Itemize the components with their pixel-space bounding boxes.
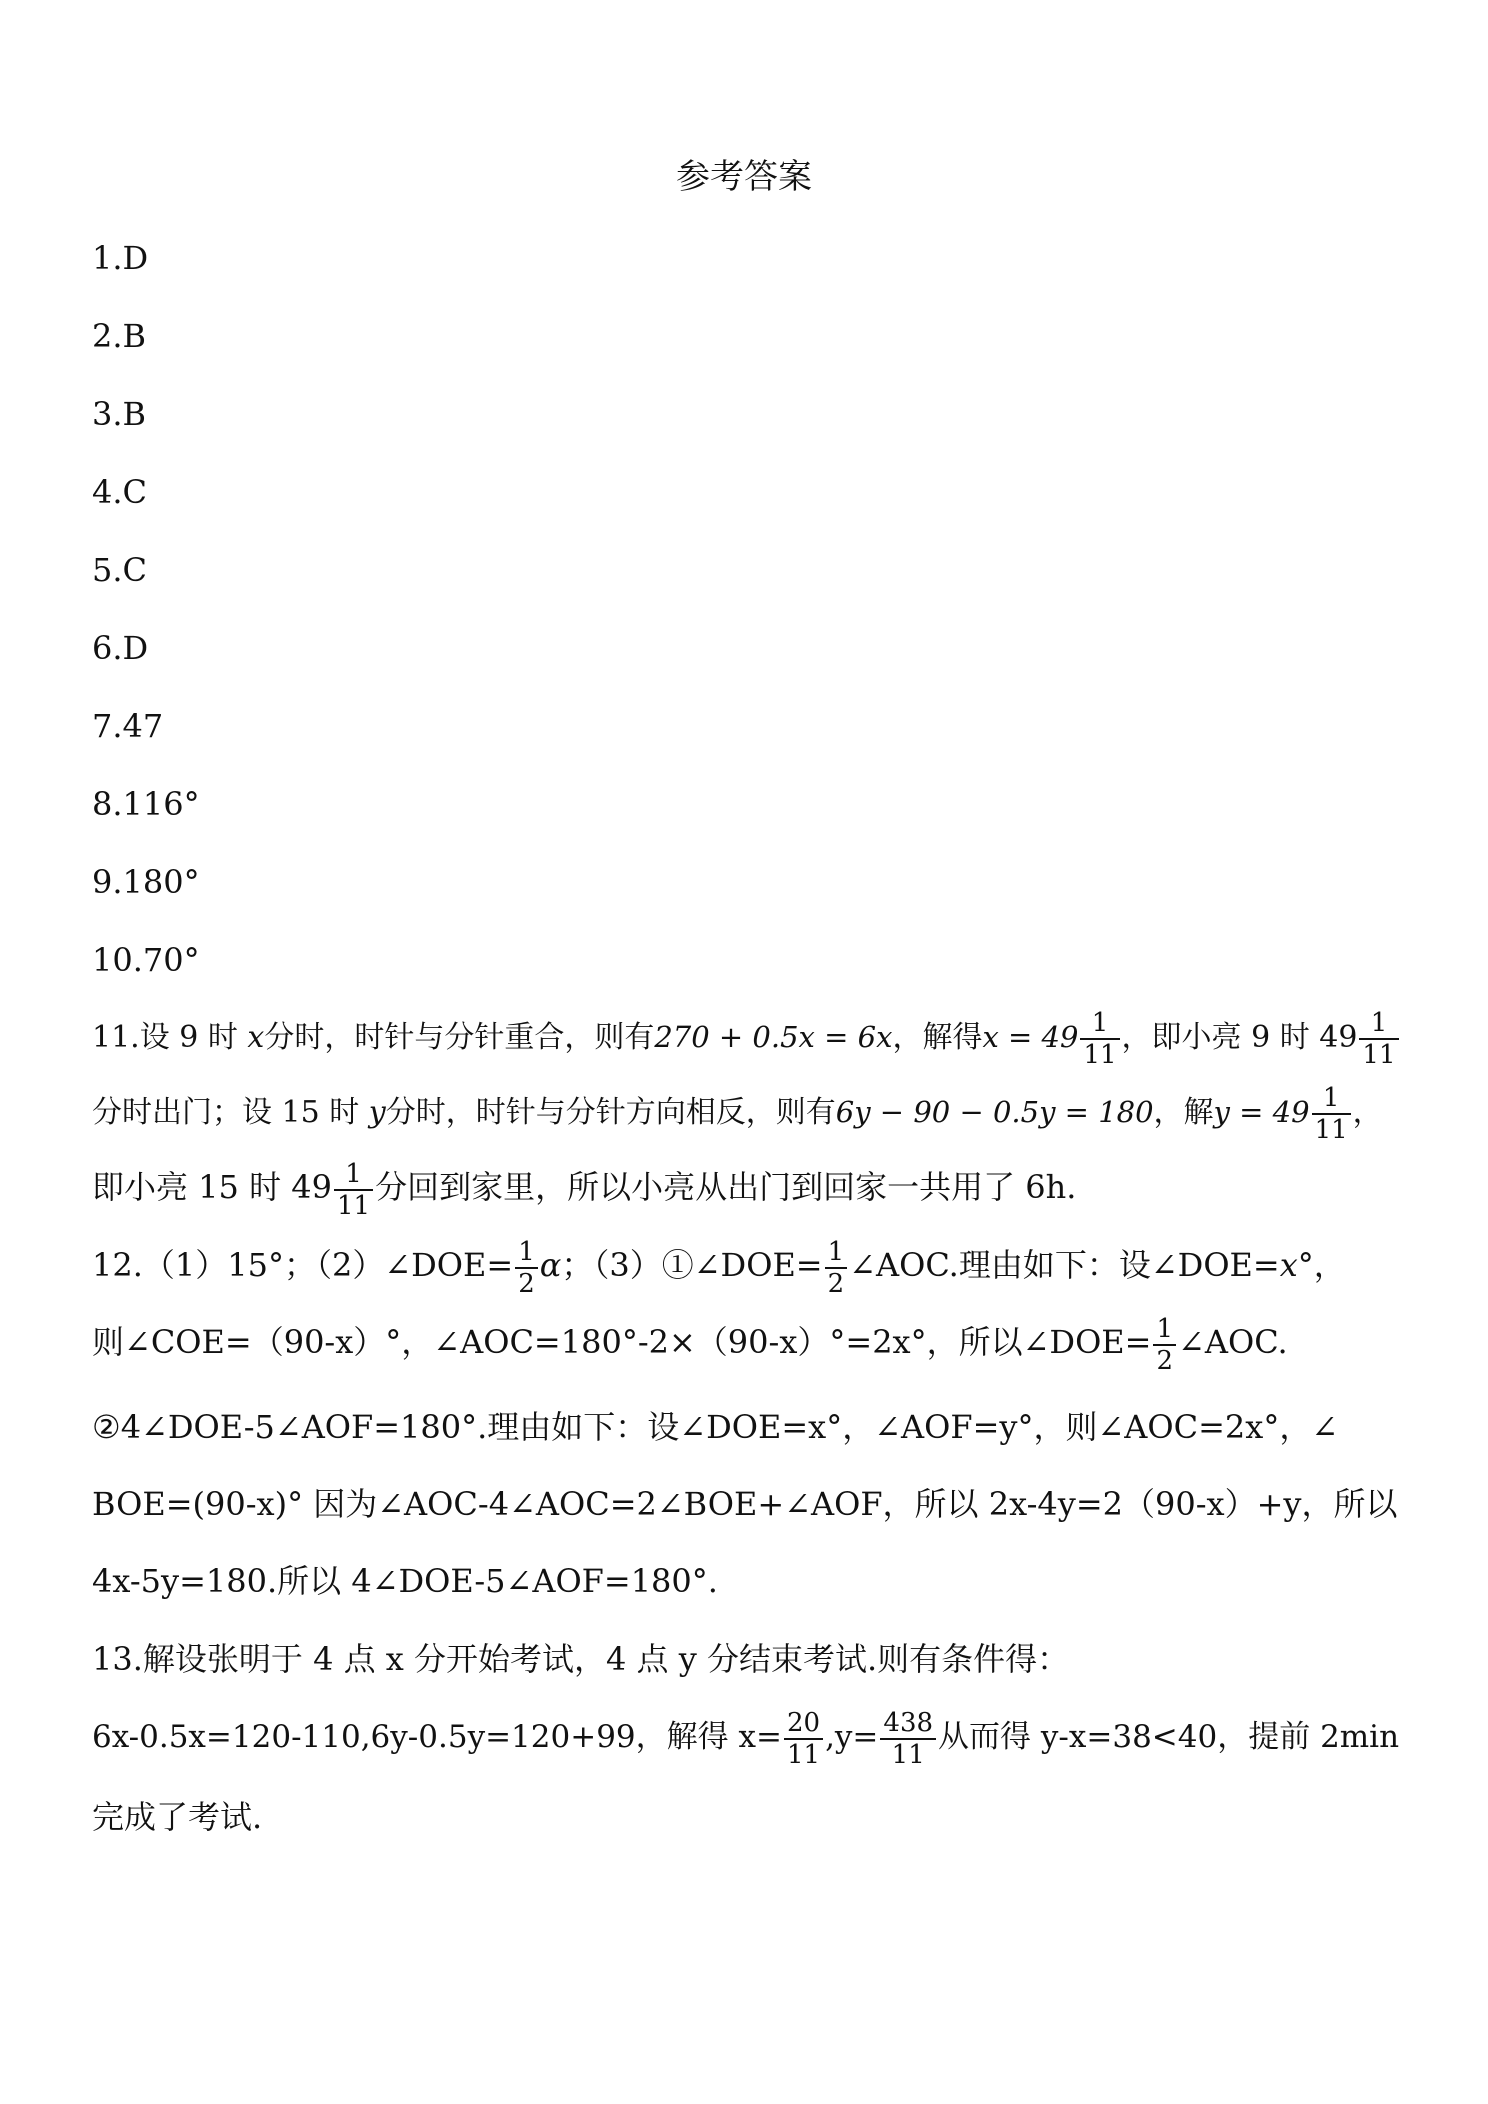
solution-x: x = 49 xyxy=(982,1020,1079,1054)
answer-3: 3.B xyxy=(92,395,147,433)
q12-line-2: 则∠COE=（90-x）°，∠AOC=180°-2×（90-x）°=2x°，所以∠DOE= $\frac{1}{2}$ ∠AOC. xyxy=(92,1313,1288,1376)
q12-line-3: ②4∠DOE-5∠AOF=180°.理由如下：设∠DOE=x°，∠AOF=y°，则∠AOC=2x°，∠ xyxy=(92,1408,1339,1446)
fraction-1-11: $\frac{1}{11}$ xyxy=(1312,1083,1351,1145)
fraction-20-11: $\frac{20}{11}$ xyxy=(784,1708,823,1770)
fraction-1-11: $\frac{1}{11}$ xyxy=(1080,1008,1119,1070)
answer-5: 5.C xyxy=(92,551,148,589)
q11-line-1: 11.设 9 时 x分时，时针与分针重合，则有270 + 0.5x = 6x，解得x = 49 $\frac{1}{11}$ ，即小亮 9 时 49 $\frac{1}{11}$ xyxy=(92,1005,1402,1069)
answer-6: 6.D xyxy=(92,629,149,667)
answer-4: 4.C xyxy=(92,473,148,511)
var-x: x xyxy=(247,1020,265,1055)
var-y: y xyxy=(368,1095,386,1130)
answer-8: 8.116° xyxy=(92,785,200,823)
fraction-1-2: $\frac{1}{2}$ xyxy=(1153,1314,1176,1376)
fraction-1-2: $\frac{1}{2}$ xyxy=(515,1237,538,1299)
q12-line-5: 4x-5y=180.所以 4∠DOE-5∠AOF=180°. xyxy=(92,1562,718,1600)
q11-line-3: 即小亮 15 时 49 $\frac{1}{11}$ 分回到家里，所以小亮从出门到回家一共用了 6h. xyxy=(92,1158,1077,1221)
q13-line-1: 13.解设张明于 4 点 x 分开始考试，4 点 y 分结束考试.则有条件得： xyxy=(92,1640,1070,1678)
answer-10: 10.70° xyxy=(92,941,200,979)
answer-9: 9.180° xyxy=(92,863,200,901)
answer-7: 7.47 xyxy=(92,707,164,745)
equation-2: 6y − 90 − 0.5y = 180 xyxy=(835,1095,1154,1129)
q13-line-3: 完成了考试. xyxy=(92,1798,263,1836)
q12-line-1: 12.（1）15°；（2）∠DOE= $\frac{1}{2}$ α；（3）①∠DOE= $\frac{1}{2}$ ∠AOC.理由如下：设∠DOE=x°， xyxy=(92,1236,1346,1299)
fraction-438-11: $\frac{438}{11}$ xyxy=(880,1708,936,1770)
q13-line-2: 6x-0.5x=120-110,6y-0.5y=120+99，解得 x= $\frac{20}{11}$ ,y= $\frac{438}{11}$ 从而得 y-x=38<40，提前 2min xyxy=(92,1707,1400,1770)
q12-line-4: BOE=(90-x)° 因为∠AOC-4∠AOC=2∠BOE+∠AOF，所以 2x-4y=2（90-x）+y，所以 xyxy=(92,1485,1398,1523)
fraction-1-11: $\frac{1}{11}$ xyxy=(334,1159,373,1221)
equation-1: 270 + 0.5x = 6x xyxy=(654,1020,893,1054)
alpha-symbol: α xyxy=(539,1246,562,1284)
answer-1: 1.D xyxy=(92,239,149,277)
page-title: 参考答案 xyxy=(676,157,812,197)
fraction-1-2: $\frac{1}{2}$ xyxy=(825,1237,848,1299)
q11-line-2: 分时出门；设 15 时 y分时，时针与分针方向相反，则有6y − 90 − 0.5y = 180，解y = 49 $\frac{1}{11}$ ， xyxy=(92,1083,1383,1145)
fraction-1-11: $\frac{1}{11}$ xyxy=(1359,1008,1398,1070)
solution-y: y = 49 xyxy=(1213,1095,1310,1129)
answer-2: 2.B xyxy=(92,317,147,355)
